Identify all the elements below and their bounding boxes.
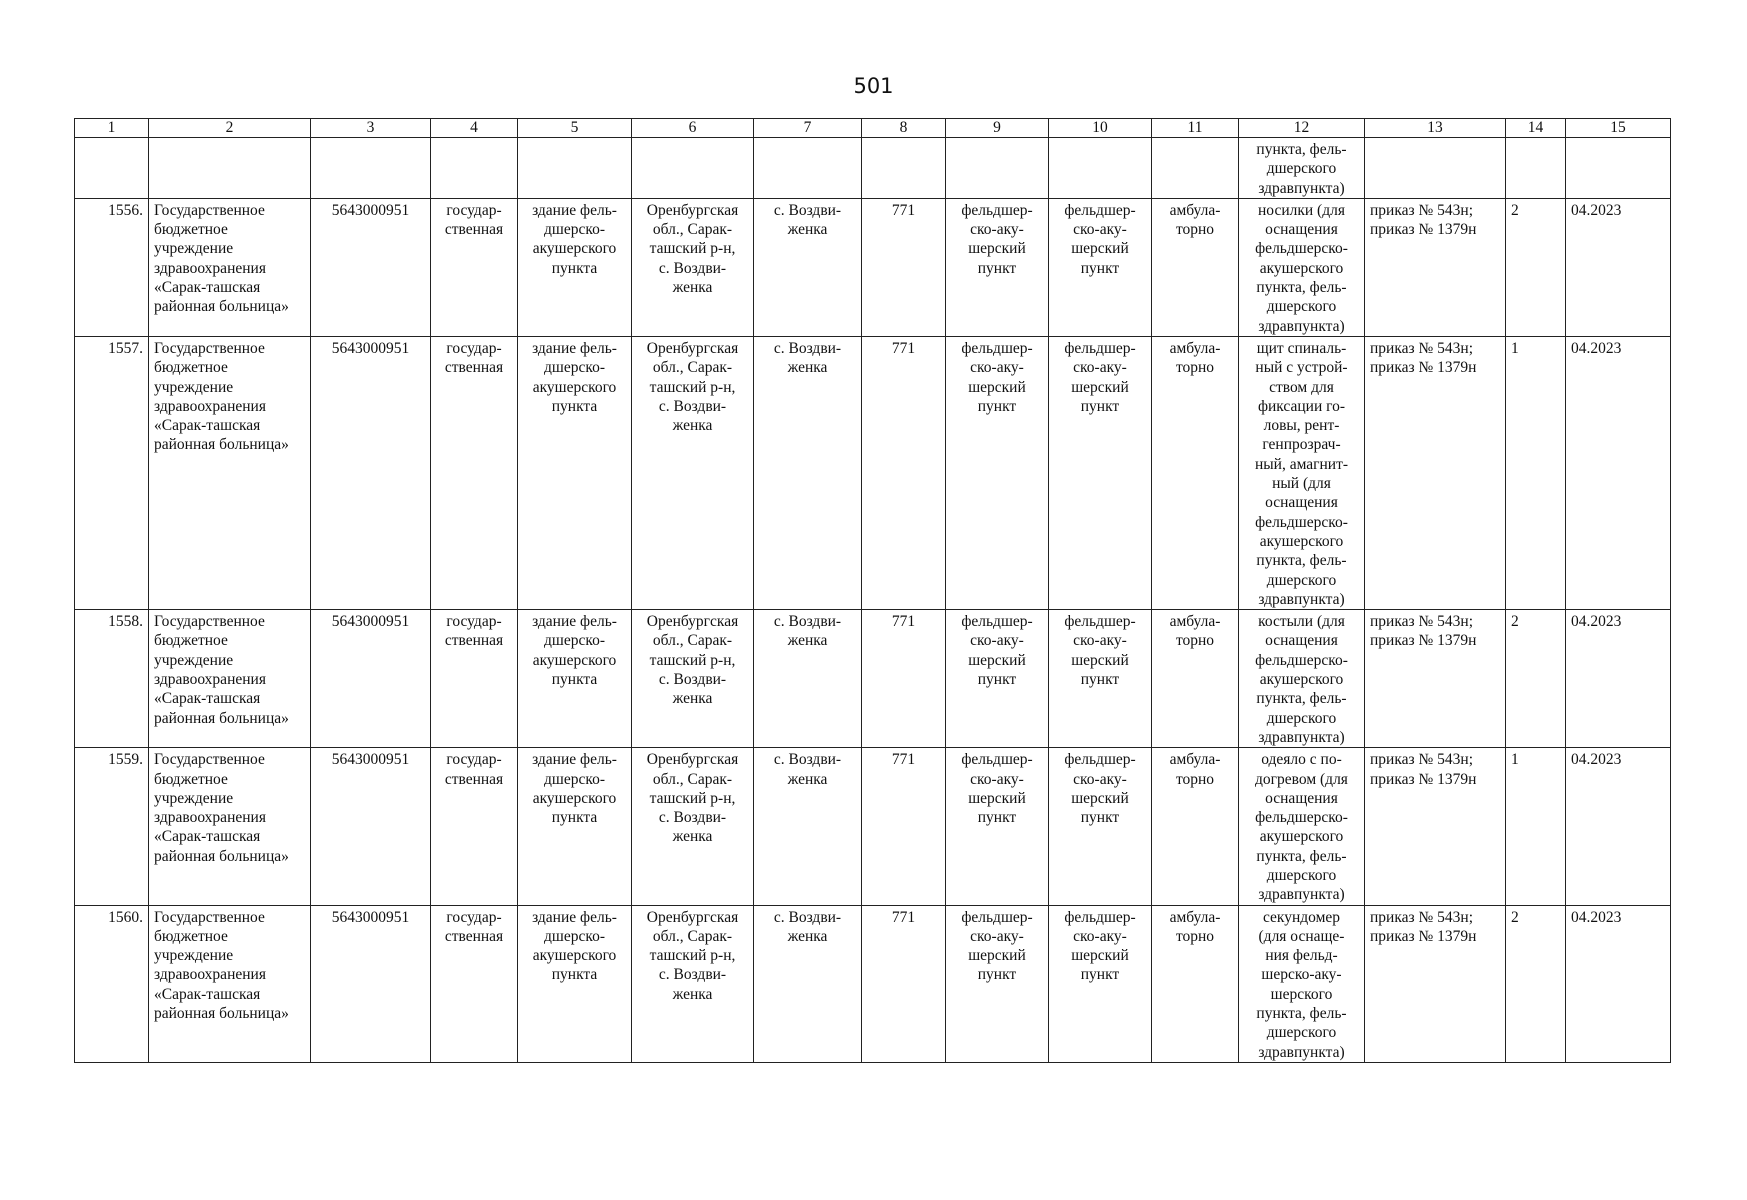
row-number: 1558. bbox=[75, 610, 149, 748]
address-cell: Оренбургская обл., Сарак- ташский р-н, с. Воздви- женка bbox=[632, 610, 754, 748]
table-row bbox=[75, 748, 1671, 905]
address-cell: Оренбургская обл., Сарак- ташский р-н, с. Воздви- женка bbox=[632, 336, 754, 609]
inn-cell: 5643000951 bbox=[311, 336, 431, 609]
column-number-row bbox=[75, 119, 1671, 138]
column-header: 3 bbox=[311, 119, 431, 138]
organization-cell: Государственное бюджетное учреждение здравоохранения «Сарак-ташская районная больница» bbox=[149, 748, 311, 905]
unit-type-cell: фельдшер- ско-аку- шерский пункт bbox=[946, 198, 1049, 336]
organization-cell: Государственное бюджетное учреждение здравоохранения «Сарак-ташская районная больница» bbox=[149, 610, 311, 748]
column-header: 10 bbox=[1049, 119, 1152, 138]
quantity-cell: 1 bbox=[1506, 336, 1566, 609]
table-row bbox=[75, 905, 1671, 1062]
date-cell: 04.2023 bbox=[1566, 748, 1671, 905]
quantity-cell: 2 bbox=[1506, 610, 1566, 748]
order-cell: приказ № 543н; приказ № 1379н bbox=[1365, 610, 1506, 748]
code-cell: 771 bbox=[862, 748, 946, 905]
settlement-cell: с. Воздви- женка bbox=[754, 336, 862, 609]
inn-cell: 5643000951 bbox=[311, 748, 431, 905]
column-header: 6 bbox=[632, 119, 754, 138]
column-header: 4 bbox=[431, 119, 518, 138]
inn-cell: 5643000951 bbox=[311, 610, 431, 748]
ownership-cell: государ- ственная bbox=[431, 336, 518, 609]
code-cell: 771 bbox=[862, 198, 946, 336]
column-header: 8 bbox=[862, 119, 946, 138]
equipment-cell: секундомер (для оснаще- ния фельд- шерско-аку- шерского пункта, фель- дшерского здравпункта) bbox=[1239, 905, 1365, 1062]
code-cell: 771 bbox=[862, 610, 946, 748]
unit-type-cell: фельдшер- ско-аку- шерский пункт bbox=[946, 905, 1049, 1062]
column-header: 13 bbox=[1365, 119, 1506, 138]
building-cell: здание фель- дшерско- акушерского пункта bbox=[518, 610, 632, 748]
quantity-cell: 2 bbox=[1506, 198, 1566, 336]
equipment-cell: одеяло с по- догревом (для оснащения фельдшерско- акушерского пункта, фель- дшерского здравпункта) bbox=[1239, 748, 1365, 905]
column-header: 9 bbox=[946, 119, 1049, 138]
ownership-cell: государ- ственная bbox=[431, 198, 518, 336]
equipment-cell: костыли (для оснащения фельдшерско- акушерского пункта, фель- дшерского здравпункта) bbox=[1239, 610, 1365, 748]
code-cell: 771 bbox=[862, 336, 946, 609]
address-cell: Оренбургская обл., Сарак- ташский р-н, с. Воздви- женка bbox=[632, 198, 754, 336]
continuation-row bbox=[75, 138, 1671, 199]
address-cell: Оренбургская обл., Сарак- ташский р-н, с. Воздви- женка bbox=[632, 905, 754, 1062]
unit-name-cell: фельдшер- ско-аку- шерский пункт bbox=[1049, 905, 1152, 1062]
settlement-cell: с. Воздви- женка bbox=[754, 748, 862, 905]
care-cell: амбула- торно bbox=[1152, 610, 1239, 748]
row-number: 1556. bbox=[75, 198, 149, 336]
table-row bbox=[75, 198, 1671, 336]
organization-cell: Государственное бюджетное учреждение здравоохранения «Сарак-ташская районная больница» bbox=[149, 198, 311, 336]
date-cell: 04.2023 bbox=[1566, 905, 1671, 1062]
care-cell: амбула- торно bbox=[1152, 905, 1239, 1062]
row-number: 1559. bbox=[75, 748, 149, 905]
organization-cell: Государственное бюджетное учреждение здравоохранения «Сарак-ташская районная больница» bbox=[149, 905, 311, 1062]
date-cell: 04.2023 bbox=[1566, 198, 1671, 336]
date-cell: 04.2023 bbox=[1566, 336, 1671, 609]
ownership-cell: государ- ственная bbox=[431, 748, 518, 905]
column-header: 1 bbox=[75, 119, 149, 138]
building-cell: здание фель- дшерско- акушерского пункта bbox=[518, 198, 632, 336]
row-number: 1560. bbox=[75, 905, 149, 1062]
quantity-cell: 1 bbox=[1506, 748, 1566, 905]
table-row bbox=[75, 336, 1671, 609]
table-row bbox=[75, 610, 1671, 748]
column-header: 2 bbox=[149, 119, 311, 138]
care-cell: амбула- торно bbox=[1152, 748, 1239, 905]
inn-cell: 5643000951 bbox=[311, 905, 431, 1062]
order-cell: приказ № 543н; приказ № 1379н bbox=[1365, 198, 1506, 336]
building-cell: здание фель- дшерско- акушерского пункта bbox=[518, 905, 632, 1062]
order-cell: приказ № 543н; приказ № 1379н bbox=[1365, 336, 1506, 609]
code-cell: 771 bbox=[862, 905, 946, 1062]
column-header: 14 bbox=[1506, 119, 1566, 138]
unit-type-cell: фельдшер- ско-аку- шерский пункт bbox=[946, 336, 1049, 609]
register-table bbox=[74, 118, 1671, 1063]
equipment-cell: носилки (для оснащения фельдшерско- акушерского пункта, фель- дшерского здравпункта) bbox=[1239, 198, 1365, 336]
inn-cell: 5643000951 bbox=[311, 198, 431, 336]
ownership-cell: государ- ственная bbox=[431, 610, 518, 748]
row-number: 1557. bbox=[75, 336, 149, 609]
column-header: 11 bbox=[1152, 119, 1239, 138]
order-cell: приказ № 543н; приказ № 1379н bbox=[1365, 905, 1506, 1062]
column-header: 12 bbox=[1239, 119, 1365, 138]
unit-type-cell: фельдшер- ско-аку- шерский пункт bbox=[946, 748, 1049, 905]
care-cell: амбула- торно bbox=[1152, 198, 1239, 336]
unit-name-cell: фельдшер- ско-аку- шерский пункт bbox=[1049, 748, 1152, 905]
page-number: 501 bbox=[853, 74, 894, 98]
column-header: 15 bbox=[1566, 119, 1671, 138]
organization-cell: Государственное бюджетное учреждение здравоохранения «Сарак-ташская районная больница» bbox=[149, 336, 311, 609]
column-header: 7 bbox=[754, 119, 862, 138]
equipment-cell: пункта, фель- дшерского здравпункта) bbox=[1239, 138, 1365, 199]
quantity-cell: 2 bbox=[1506, 905, 1566, 1062]
care-cell: амбула- торно bbox=[1152, 336, 1239, 609]
ownership-cell: государ- ственная bbox=[431, 905, 518, 1062]
column-header: 5 bbox=[518, 119, 632, 138]
equipment-cell: щит спиналь- ный с устрой- ством для фиксации го- ловы, рент- генпрозрач- ный, амагнит- ный (для оснащения фельдшерско- акушерского пункта, фель- дшерского здравпункта) bbox=[1239, 336, 1365, 609]
settlement-cell: с. Воздви- женка bbox=[754, 610, 862, 748]
unit-name-cell: фельдшер- ско-аку- шерский пункт bbox=[1049, 198, 1152, 336]
unit-name-cell: фельдшер- ско-аку- шерский пункт bbox=[1049, 336, 1152, 609]
unit-type-cell: фельдшер- ско-аку- шерский пункт bbox=[946, 610, 1049, 748]
settlement-cell: с. Воздви- женка bbox=[754, 905, 862, 1062]
building-cell: здание фель- дшерско- акушерского пункта bbox=[518, 748, 632, 905]
settlement-cell: с. Воздви- женка bbox=[754, 198, 862, 336]
building-cell: здание фель- дшерско- акушерского пункта bbox=[518, 336, 632, 609]
date-cell: 04.2023 bbox=[1566, 610, 1671, 748]
address-cell: Оренбургская обл., Сарак- ташский р-н, с. Воздви- женка bbox=[632, 748, 754, 905]
unit-name-cell: фельдшер- ско-аку- шерский пункт bbox=[1049, 610, 1152, 748]
order-cell: приказ № 543н; приказ № 1379н bbox=[1365, 748, 1506, 905]
